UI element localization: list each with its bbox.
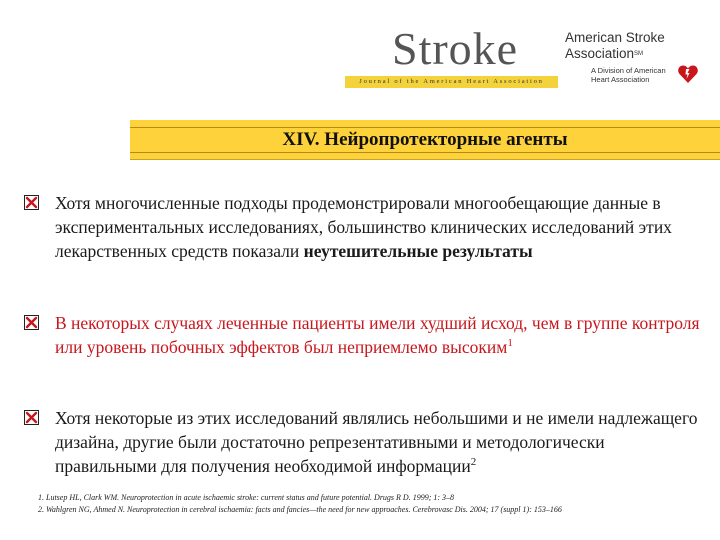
asa-name-line1: American Stroke <box>565 30 665 45</box>
bullet-3-body: Хотя некоторые из этих исследований являлись небольшими и не имели надлежащего дизайна, другие были достаточно репрезентативными и методологически правильными для получения необходимой информации <box>55 408 698 476</box>
bullet-item-1 <box>24 191 704 287</box>
slide-title: XIV. Нейропротекторные агенты <box>282 129 568 150</box>
bullet-text-3 <box>55 406 703 478</box>
reference-2: 2. Wahlgren NG, Ahmed N. Neuroprotection in cerebral ischaemia: facts and fancies—the need for new approaches. Cerebrovasc Dis. 2004; 17 (suppl 1): 153–166 <box>38 505 562 514</box>
asa-division-line2: Heart Association <box>591 75 650 84</box>
reference-1: 1. Lutsep HL, Clark WM. Neuroprotection in acute ischaemic stroke: current status and future potential. Drugs R D. 1999; 1: 3–8 <box>38 493 455 502</box>
journal-name: Stroke <box>392 23 519 74</box>
bullet-item-2 <box>24 311 704 383</box>
x-bullet-icon <box>24 410 39 425</box>
bullet-item-3 <box>24 406 704 478</box>
bullet-text-1 <box>55 191 703 263</box>
bullet-3-footnote: 2 <box>470 456 477 469</box>
bullet-1-body: Хотя многочисленные подходы продемонстрировали многообещающие данные в экспериментальных исследованиях, большинство клинических исследований этих лекарственных средств показали <box>55 193 672 261</box>
references <box>38 492 718 516</box>
journal-subtitle: Journal of the American Heart Association <box>345 76 558 88</box>
x-bullet-icon <box>24 195 39 210</box>
asa-name-line2: Association <box>565 46 635 61</box>
bullet-2-footnote: 1 <box>507 337 513 350</box>
asa-trademark: SM <box>634 51 644 57</box>
bullet-text-2 <box>55 311 703 359</box>
asa-division-line1: A Division of American <box>591 66 666 75</box>
heart-torch-icon <box>677 63 699 85</box>
bullet-2-body: В некоторых случаях леченные пациенты имели худший исход, чем в группе контроля или уровень побочных эффектов был неприемлемо высоким <box>55 313 700 357</box>
asa-division-text <box>591 66 671 84</box>
bullet-1-bold: неутешительные результаты <box>303 241 533 261</box>
asa-name <box>565 30 665 62</box>
slide-header <box>0 0 720 110</box>
asa-logo <box>565 30 710 92</box>
x-bullet-icon <box>24 315 39 330</box>
